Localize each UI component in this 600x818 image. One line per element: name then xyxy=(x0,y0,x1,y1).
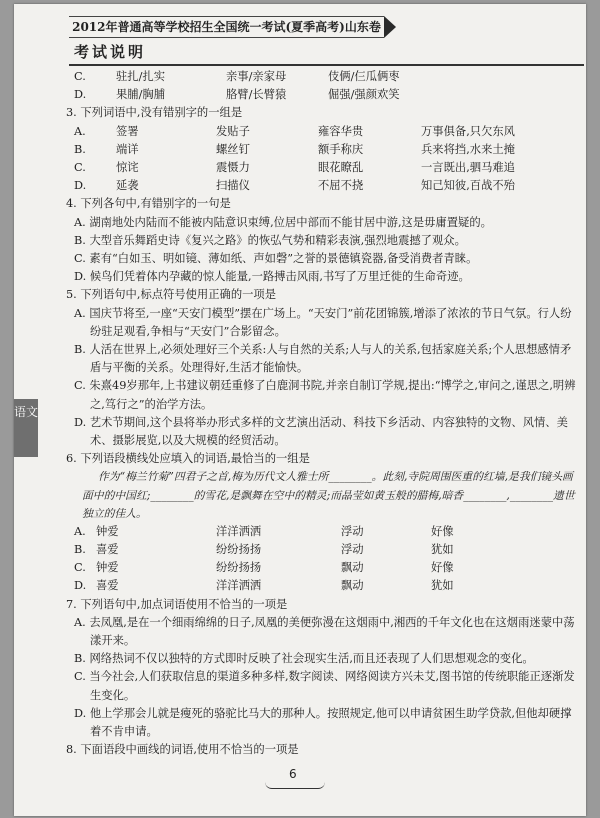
subject-tab: 语文 xyxy=(14,399,38,457)
q5-option-d: D. 艺术节期间,这个县将举办形式多样的文艺演出活动、科技下乡活动、内容独特的文物、风情、美术、摄影展览,以及大规模的经贸活动。 xyxy=(74,415,568,447)
q7-option-b: B. 网络热词不仅以独特的方式即时反映了社会现实生活,而且还表现了人们思想观念的变化。 xyxy=(74,652,534,666)
q6-option-c: C. 钟爱 纷纷扬扬 飘动 好像 xyxy=(74,561,454,575)
q7-stem: 7. 下列语句中,加点词语使用不恰当的一项是 xyxy=(66,597,288,611)
q4-option-d: D. 候鸟们凭着体内孕藏的惊人能量,一路搏击风雨,书写了万里迁徙的生命奇迹。 xyxy=(74,270,470,284)
q5-option-b: B. 人活在世界上,必须处理好三个关系:人与自然的关系;人与人的关系,包括家庭关系;个人思想感情矛盾与平衡的关系。处理得好,生活才能愉快。 xyxy=(74,342,572,375)
section-title: 考试说明 xyxy=(74,43,147,61)
q7-option-a: A. 去凤凰,是在一个细雨绵绵的日子,凤凰的美便弥漫在这烟雨中,湘西的千年文化也在这烟雨迷蒙中荡漾开来。 xyxy=(74,615,575,648)
page-number: 6 xyxy=(289,767,297,781)
q3-option-a: A. 签署 发贴子 雍容华贵 万事俱备,只欠东风 xyxy=(74,124,515,138)
q7-option-c: C. 当今社会,人们获取信息的渠道多种多样,数字阅读、网络阅读方兴未艾,图书馆的传统职能正逐渐发生变化。 xyxy=(74,670,575,702)
q3-option-b: B. 端详 螺丝钉 额手称庆 兵来将挡,水来土掩 xyxy=(74,142,515,156)
q4-option-c: C. 素有“白如玉、明如镜、薄如纸、声如磬”之誉的景德镇瓷器,备受消费者青睐。 xyxy=(74,251,478,265)
q3-option-c: C. 惊诧 震慑力 眼花瞭乱 一言既出,驷马难追 xyxy=(74,160,515,174)
q6-option-d: D. 喜爱 洋洋洒洒 飘动 犹如 xyxy=(74,579,454,593)
page-content xyxy=(66,68,581,759)
exam-page xyxy=(14,4,586,816)
q7-option-d: D. 他上学那会儿就是瘦死的骆驼比马大的那种人。按照规定,他可以申请贫困生助学贷款,但他却硬撑着不肯申请。 xyxy=(74,706,572,739)
q3-option-d: D. 延袭 扫描仪 不屈不挠 知己知彼,百战不殆 xyxy=(74,179,515,193)
q5-option-c: C. 朱熹49岁那年,上书建议朝廷重修了白鹿洞书院,并亲自制订学规,提出:“博学之,审问之,谨思之,明辨之,笃行之”的治学方法。 xyxy=(74,379,576,411)
q6-stem: 6. 下列语段横线处应填入的词语,最恰当的一组是 xyxy=(66,452,310,466)
q2-option-c: C. 驻扎/扎实 亲事/亲家母 伎俩/仨瓜俩枣 xyxy=(74,70,400,83)
q6-option-a: A. 钟爱 洋洋洒洒 浮动 好像 xyxy=(74,524,454,538)
q4-stem: 4. 下列各句中,有错别字的一句是 xyxy=(66,197,231,211)
q5-stem: 5. 下列语句中,标点符号使用正确的一项是 xyxy=(66,288,277,302)
q2-option-d: D. 果脯/胸脯 胳臂/长臂猿 倔强/强颜欢笑 xyxy=(74,88,400,102)
q8-stem: 8. 下面语段中画线的词语,使用不恰当的一项是 xyxy=(66,743,299,757)
q5-option-a: A. 国庆节将至,一座“天安门模型”摆在广场上。“天安门”前花团锦簇,增添了浓浓的节日气氛。行人纷纷驻足观看,争相与“天安门”合影留念。 xyxy=(74,306,572,338)
q3-stem: 3. 下列词语中,没有错别字的一组是 xyxy=(66,106,243,120)
q6-passage: 作为“梅兰竹菊”四君子之首,梅为历代文人雅士所________。此刻,寺院周围医重的红墙,是我们镜头画面中的中国红;________的雪花,是飘舞在空中的精灵;而晶莹如黄玉般的腊梅,暗香________,________遗世独立的佳人。 xyxy=(82,470,575,520)
q4-option-a: A. 湖南地处内陆而不能被内陆意识束缚,位居中部而不能甘居中游,这是毋庸置疑的。 xyxy=(74,215,492,229)
q4-option-b: B. 大型音乐舞蹈史诗《复兴之路》的恢弘气势和精彩表演,强烈地震撼了观众。 xyxy=(74,233,466,247)
title-divider xyxy=(69,64,584,66)
exam-banner: 2012年普通高等学校招生全国统一考试(夏季高考)山东卷 xyxy=(69,16,384,38)
q6-option-b: B. 喜爱 纷纷扬扬 浮动 犹如 xyxy=(74,543,454,557)
